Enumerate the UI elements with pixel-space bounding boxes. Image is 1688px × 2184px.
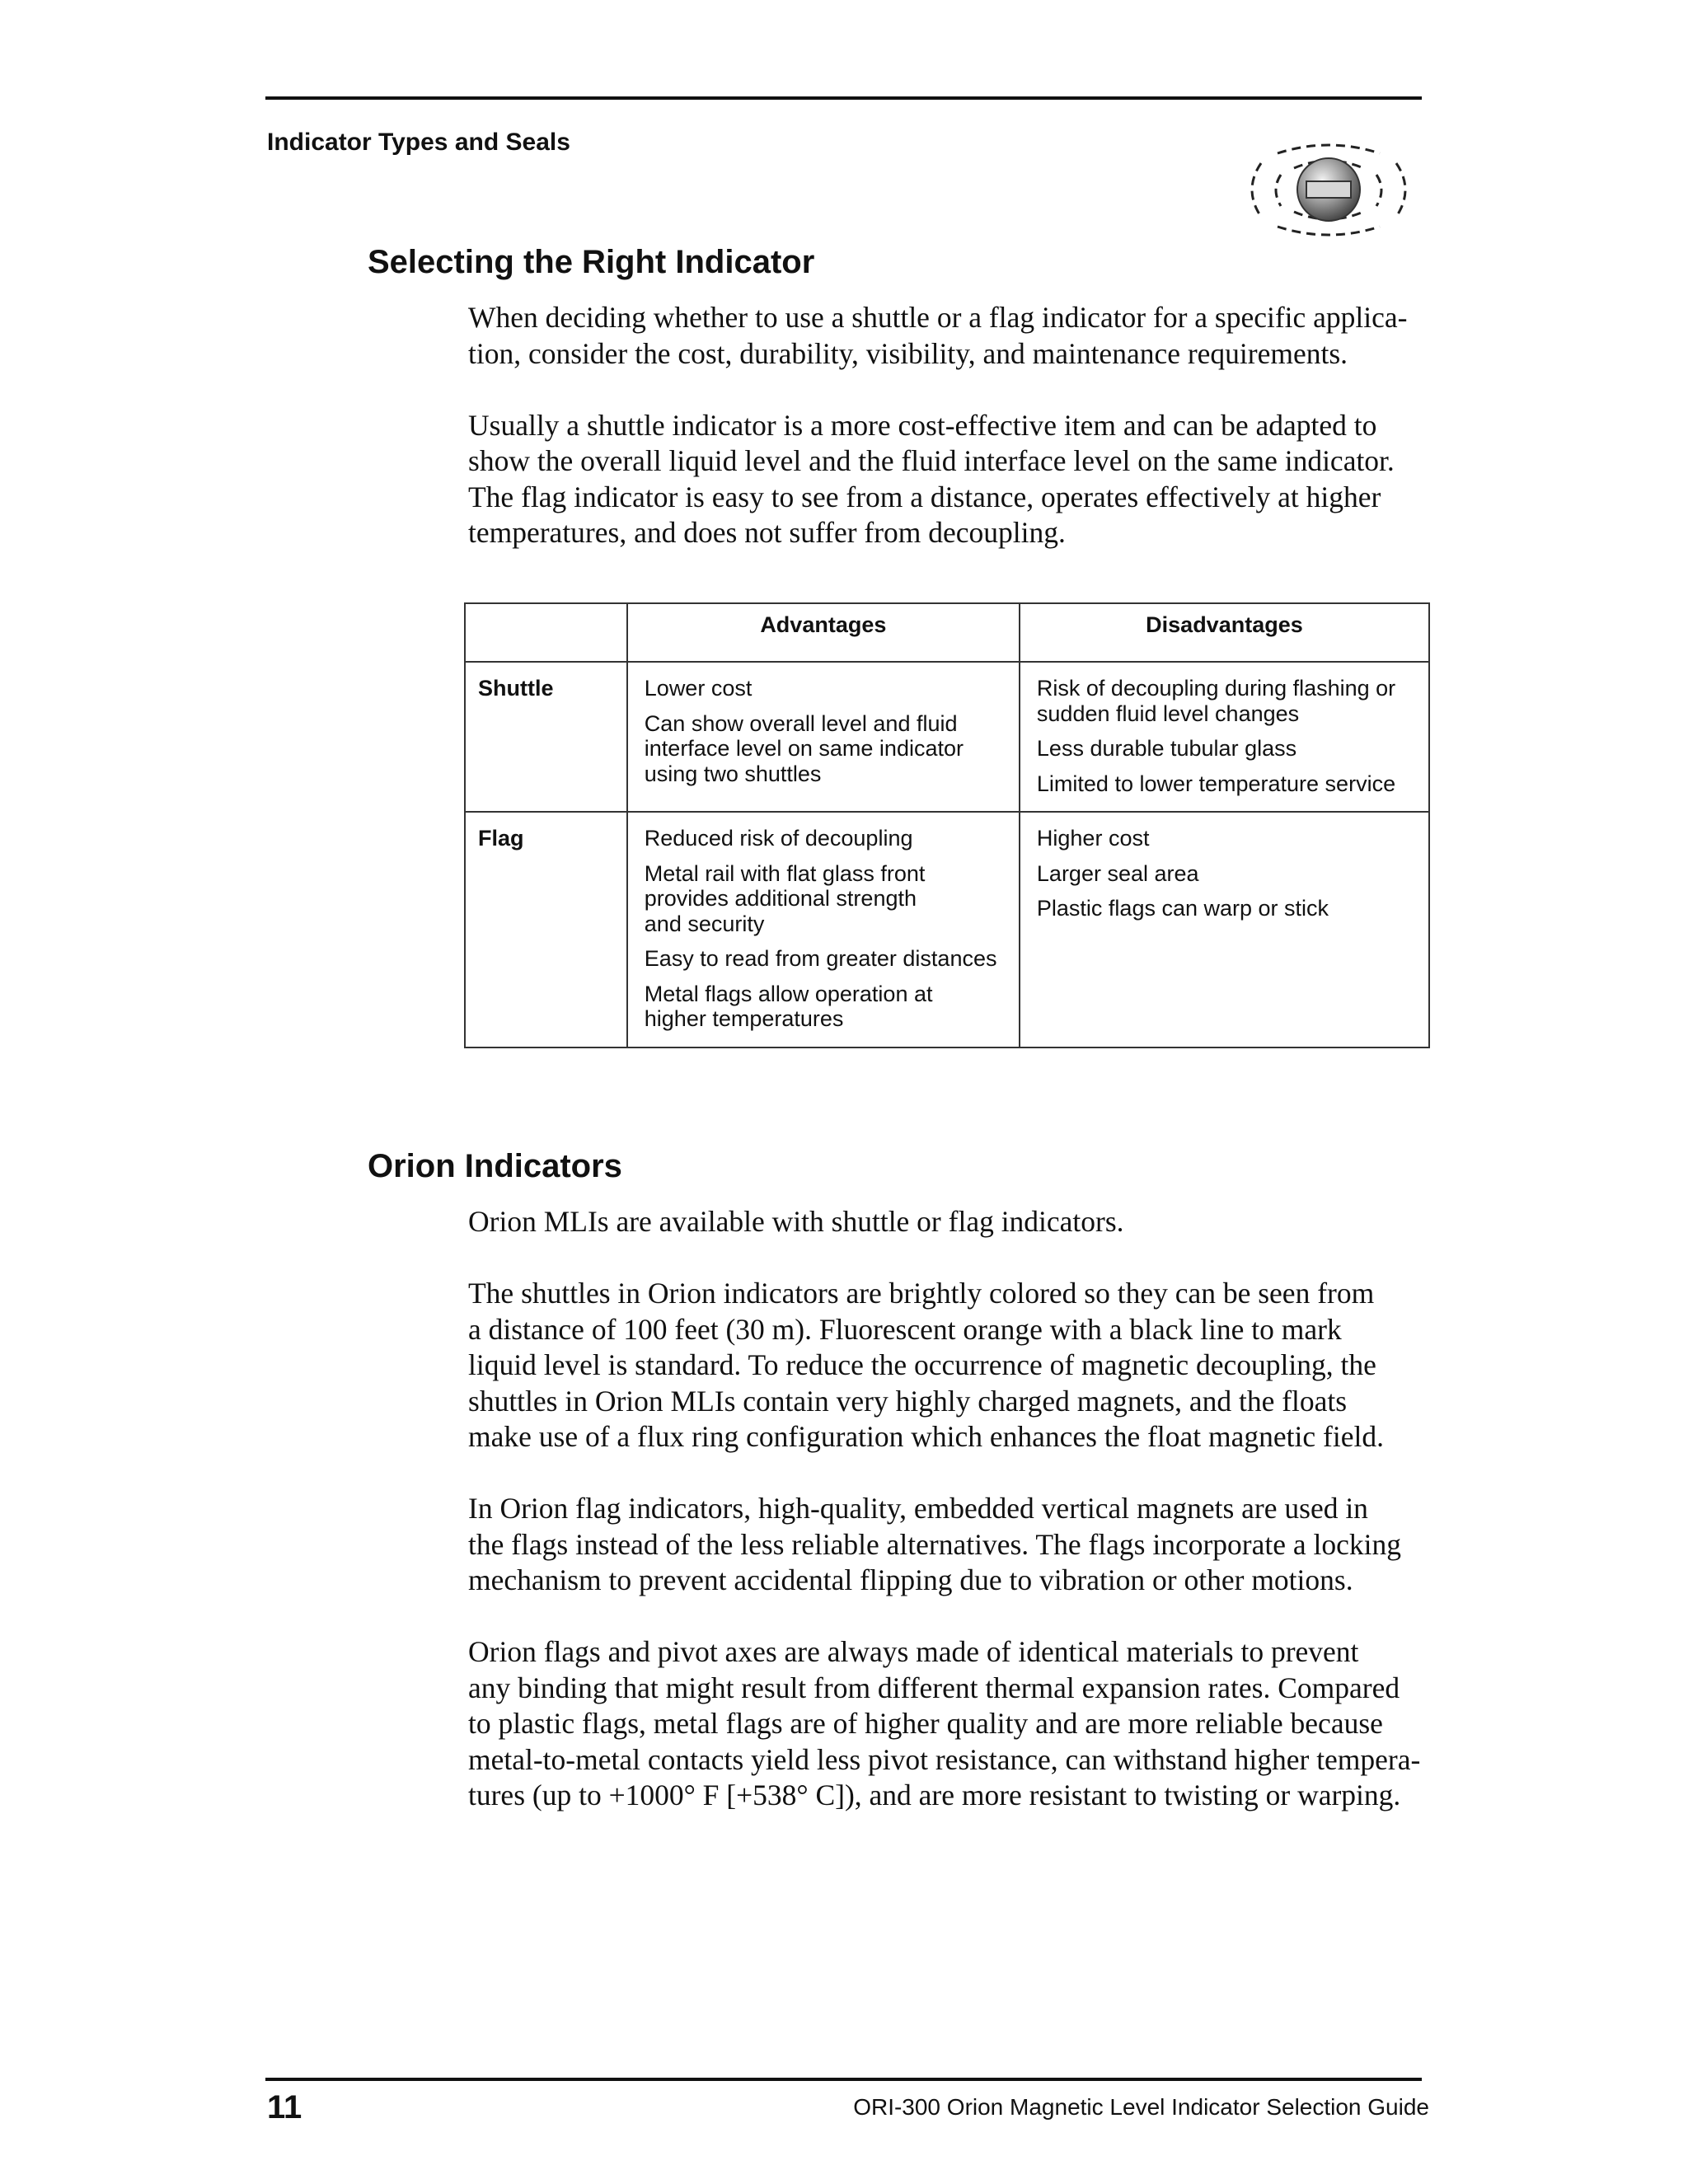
running-header: Indicator Types and Seals	[267, 129, 570, 156]
section-selecting-body	[468, 300, 1432, 551]
magnet-field-icon	[1246, 138, 1411, 241]
list-item: Metal flags allow operation at higher temperatures	[644, 981, 933, 1031]
row-label: Shuttle	[465, 662, 627, 812]
paragraph: The shuttles in Orion indicators are brightly colored so they can be seen from a distance of 100 feet (30 m). Fluorescent orange with a black line to mark liquid level is standard. To reduce the occurrence of magnetic decoupling, the shuttles in Orion MLIs contain very highly charged magnets, and the floats make use of a flux ring configuration which enhances the float magnetic field.	[468, 1277, 1384, 1453]
disadvantages-cell	[1020, 662, 1429, 812]
list-item: Lower cost	[644, 676, 753, 701]
section-orion-body	[468, 1204, 1432, 1814]
table-row-shuttle	[465, 662, 1429, 812]
list-item: Plastic flags can warp or stick	[1036, 896, 1329, 921]
column-header-disadvantages: Disadvantages	[1020, 603, 1429, 662]
footer-document-title: ORI-300 Orion Magnetic Level Indicator Selection Guide	[853, 2094, 1429, 2120]
table-header-row	[465, 603, 1429, 662]
advantages-cell	[627, 812, 1020, 1047]
paragraph: In Orion flag indicators, high-quality, embedded vertical magnets are used in the flags instead of the less reliable alternatives. The flags incorporate a locking mechanism to prevent accidental flipping due to vibration or other motions.	[468, 1492, 1401, 1596]
paragraph: When deciding whether to use a shuttle or a flag indicator for a specific applica- tion, consider the cost, durability, visibility, and maintenance requirements.	[468, 301, 1408, 370]
list-item: Limited to lower temperature service	[1036, 771, 1396, 796]
paragraph: Orion flags and pivot axes are always made of identical materials to prevent any binding that might result from different thermal expansion rates. Compared to plastic flags, metal flags are of higher quality and are more reliable because metal-to-metal contacts yield less pivot resistance, can withstand higher tempera- tures (up to +1000° F [+538° C]), and are more resistant to twisting or warping.	[468, 1635, 1421, 1811]
list-item: Reduced risk of decoupling	[644, 826, 913, 851]
paragraph: Usually a shuttle indicator is a more cost-effective item and can be adapted to show the overall liquid level and the fluid interface level on the same indicator. The flag indicator is easy to see from a distance, operates effectively at higher temperatures, and does not suffer from decoupling.	[468, 408, 1395, 549]
list-item: Risk of decoupling during flashing or sudden fluid level changes	[1036, 676, 1396, 726]
header-rule	[265, 96, 1422, 100]
list-item: Larger seal area	[1036, 860, 1199, 886]
row-label: Flag	[465, 812, 627, 1047]
column-header-advantages: Advantages	[627, 603, 1020, 662]
section-heading-selecting: Selecting the Right Indicator	[368, 244, 815, 280]
table-row-flag	[465, 812, 1429, 1047]
list-item: Metal rail with flat glass front provides additional strength and security	[644, 860, 926, 936]
column-header-empty	[465, 603, 627, 662]
list-item: Can show overall level and fluid interface level on same indicator using two shuttles	[644, 710, 964, 786]
section-heading-orion: Orion Indicators	[368, 1148, 622, 1184]
disadvantages-cell	[1020, 812, 1429, 1047]
list-item: Higher cost	[1036, 826, 1150, 851]
list-item: Less durable tubular glass	[1036, 736, 1297, 761]
advantages-cell	[627, 662, 1020, 812]
footer-rule	[265, 2078, 1422, 2081]
list-item: Easy to read from greater distances	[644, 946, 997, 971]
comparison-table	[464, 602, 1430, 1048]
page-number: 11	[267, 2089, 302, 2125]
paragraph: Orion MLIs are available with shuttle or flag indicators.	[468, 1205, 1124, 1238]
